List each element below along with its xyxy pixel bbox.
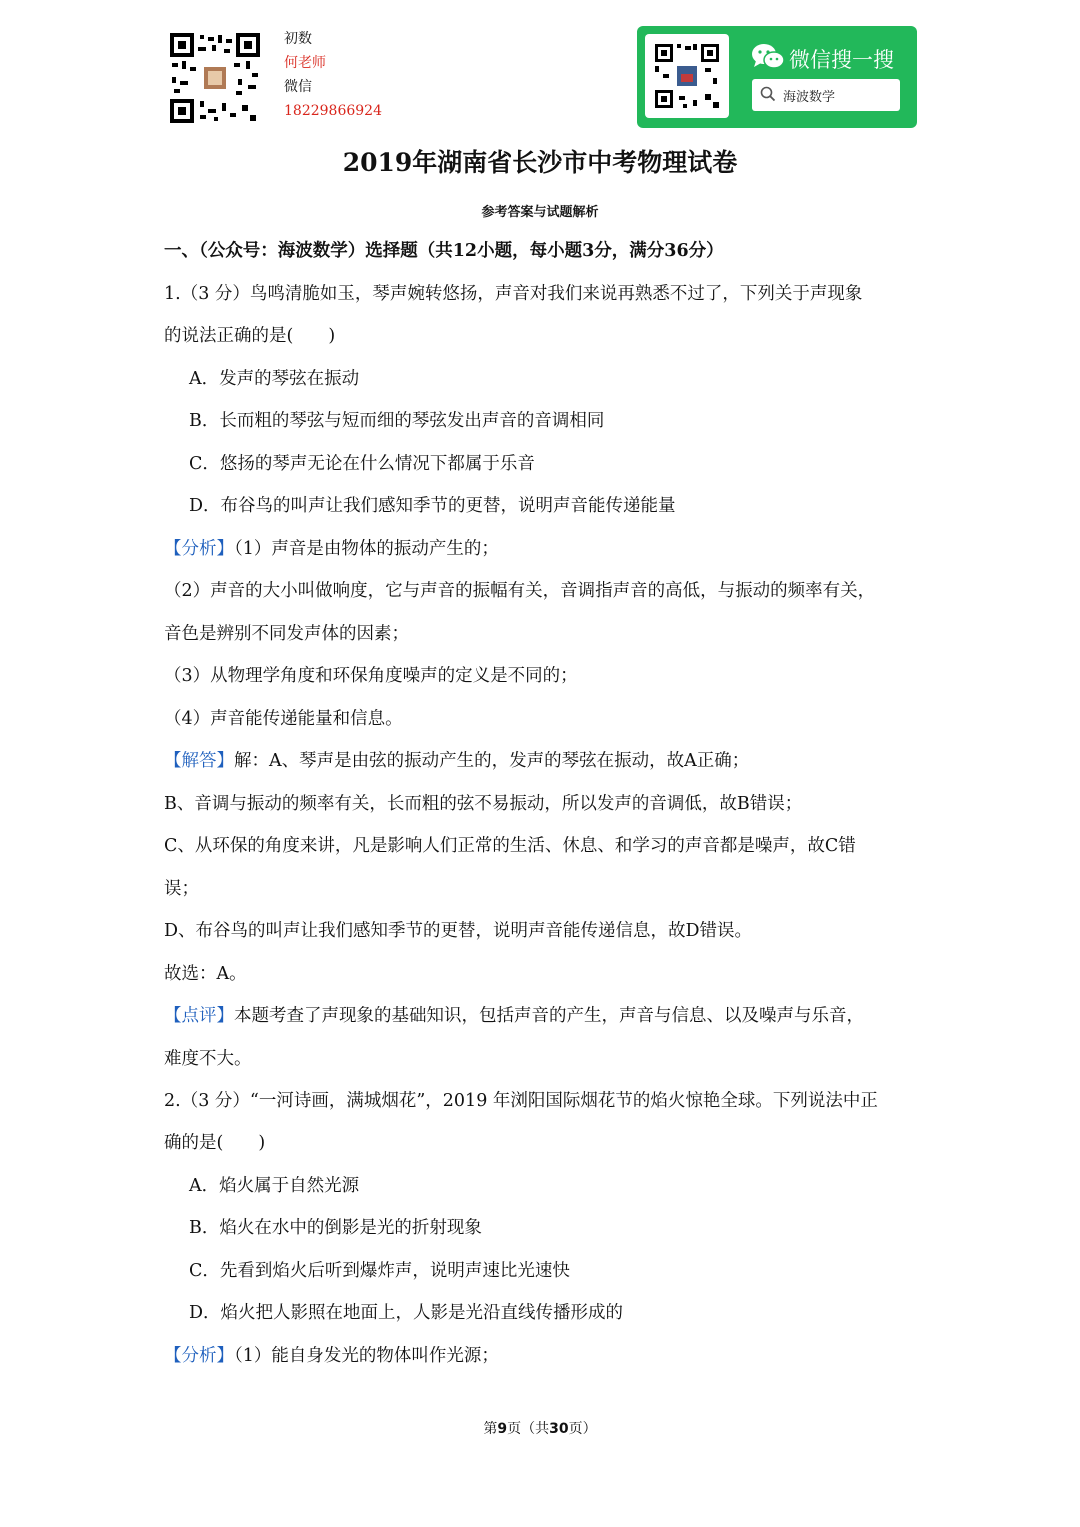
q1-answer-line-c2: 误； bbox=[164, 879, 199, 899]
comment-tag: 【点评】 bbox=[164, 1006, 234, 1026]
contact-phone: 18229866924 bbox=[284, 103, 382, 119]
q1-answer-line-d: D、布谷鸟的叫声让我们感知季节的更替，说明声音能传递信息，故D错误。 bbox=[164, 921, 753, 941]
analysis-tag: 【分析】 bbox=[164, 539, 234, 559]
q2-option-d: D．焰火把人影照在地面上，人影是光沿直线传播形成的 bbox=[189, 1303, 624, 1323]
q2-analysis-text-1: （1）能自身发光的物体叫作光源； bbox=[234, 1346, 499, 1366]
q1-analysis-line-4: （3）从物理学角度和环保角度噪声的定义是不同的； bbox=[164, 666, 578, 686]
answer-tag: 【解答】 bbox=[164, 751, 234, 771]
contact-line-1: 初数 bbox=[284, 31, 312, 47]
q1-option-b: B．长而粗的琴弦与短而细的琴弦发出声音的音调相同 bbox=[189, 411, 605, 431]
q1-option-d: D．布谷鸟的叫声让我们感知季节的更替，说明声音能传递能量 bbox=[189, 496, 676, 516]
search-icon bbox=[760, 86, 776, 106]
q1-choice: 故选：A。 bbox=[164, 964, 247, 984]
wechat-search-banner bbox=[637, 26, 917, 128]
q1-analysis-line-3: 音色是辨别不同发声体的因素； bbox=[164, 624, 409, 644]
page-title: 2019年湖南省长沙市中考物理试卷 bbox=[342, 148, 738, 177]
q1-analysis-line-5: （4）声音能传递能量和信息。 bbox=[164, 709, 403, 729]
footer-total-pages: 30 bbox=[549, 1421, 569, 1437]
q1-option-c: C．悠扬的琴声无论在什么情况下都属于乐音 bbox=[189, 454, 535, 474]
teacher-contact bbox=[284, 27, 382, 123]
q2-stem-line-1: 2.（3 分）“一河诗画，满城烟花”，2019 年浏阳国际烟花节的焰火惊艳全球。下列说法中正 bbox=[164, 1091, 878, 1111]
q1-answer-line-b: B、音调与振动的频率有关，长而粗的弦不易振动，所以发声的音调低，故B错误； bbox=[164, 794, 803, 814]
page-subtitle: 参考答案与试题解析 bbox=[481, 205, 599, 220]
wechat-search-text: 海波数学 bbox=[783, 90, 836, 105]
qr-code-teacher bbox=[170, 33, 260, 123]
wechat-search-box[interactable] bbox=[752, 79, 900, 111]
footer-pre: 第 bbox=[483, 1421, 498, 1437]
q2-analysis-line-1 bbox=[164, 1344, 499, 1368]
footer-page-number: 9 bbox=[497, 1421, 508, 1437]
section-heading: 一、（公众号：海波数学）选择题（共12小题，每小题3分，满分36分） bbox=[164, 241, 724, 261]
q1-answer-line-1 bbox=[164, 749, 749, 773]
q1-comment-line-2: 难度不大。 bbox=[164, 1049, 252, 1069]
q2-option-b: B．焰火在水中的倒影是光的折射现象 bbox=[189, 1218, 482, 1238]
analysis-tag: 【分析】 bbox=[164, 1346, 234, 1366]
wechat-logo-icon bbox=[751, 42, 785, 76]
q2-stem-line-2: 确的是( ) bbox=[164, 1133, 266, 1153]
q2-option-c: C．先看到焰火后听到爆炸声，说明声速比光速快 bbox=[189, 1261, 570, 1281]
q1-analysis-line-1 bbox=[164, 537, 499, 561]
footer-mid: 页（共 bbox=[507, 1421, 550, 1437]
q1-answer-text-a: 解：A、琴声是由弦的振动产生的，发声的琴弦在振动，故A正确； bbox=[234, 751, 750, 771]
contact-line-3: 微信 bbox=[284, 79, 312, 95]
wechat-qr-code bbox=[645, 34, 729, 118]
q1-option-a: A．发声的琴弦在振动 bbox=[189, 369, 360, 389]
q1-analysis-line-2: （2）声音的大小叫做响度，它与声音的振幅有关，音调指声音的高低，与振动的频率有关， bbox=[164, 581, 876, 601]
q1-comment-text-1: 本题考查了声现象的基础知识，包括声音的产生，声音与信息、以及噪声与乐音， bbox=[234, 1006, 864, 1026]
q1-comment-line-1 bbox=[164, 1004, 864, 1028]
q2-option-a: A．焰火属于自然光源 bbox=[189, 1176, 360, 1196]
q1-stem-line-2: 的说法正确的是( ) bbox=[164, 326, 336, 346]
q1-analysis-text-1: （1）声音是由物体的振动产生的； bbox=[234, 539, 499, 559]
contact-teacher-name: 何老师 bbox=[284, 55, 326, 71]
q1-stem-line-1: 1.（3 分）鸟鸣清脆如玉，琴声婉转悠扬，声音对我们来说再熟悉不过了，下列关于声现象 bbox=[164, 284, 863, 304]
page-footer bbox=[0, 1418, 1080, 1438]
footer-post: 页） bbox=[568, 1421, 597, 1437]
q1-answer-line-c1: C、从环保的角度来讲，凡是影响人们正常的生活、休息、和学习的声音都是噪声，故C错 bbox=[164, 836, 856, 856]
wechat-search-title: 微信搜一搜 bbox=[789, 48, 894, 72]
